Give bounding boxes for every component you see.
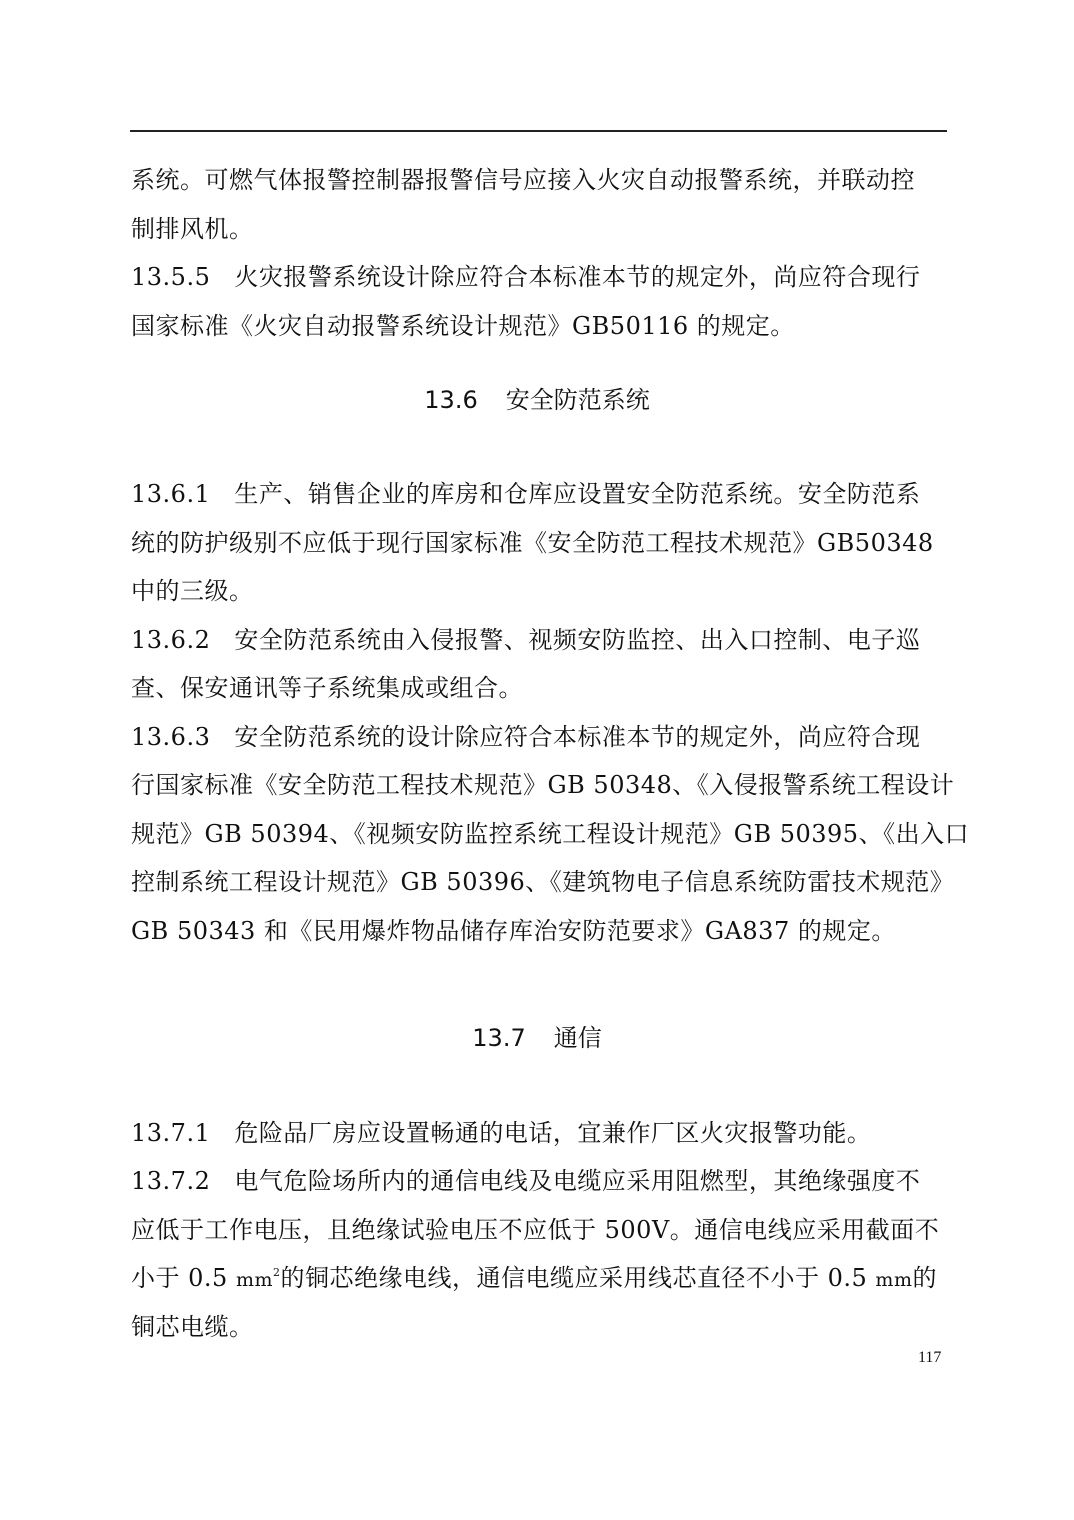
text-fragment: 的铜芯绝缘电线，通信电缆应采用线芯直径不小于 0.5 [280,1264,876,1292]
section-number: 13.7 [472,1024,526,1052]
text-fragment: 的 [912,1264,937,1292]
clause-text: 电气危险场所内的通信电线及电缆应采用阻燃型，其绝缘强度不 [234,1167,921,1195]
text-line: 国家标准《火灾自动报警系统设计规范》GB50116 的规定。 [131,312,795,340]
text-line: 查、保安通讯等子系统集成或组合。 [131,674,523,702]
section-title: 安全防范系统 [505,386,650,414]
text-line: GB 50343 和《民用爆炸物品储存库治安防范要求》GA837 的规定。 [131,917,896,945]
text-line: 规范》GB 50394、《视频安防监控系统工程设计规范》GB 50395、《出入口 [131,820,970,848]
unit-superscript: 2 [272,1266,281,1279]
clause-number: 13.7.2 [131,1167,211,1195]
clause-text: 危险品厂房应设置畅通的电话，宜兼作厂区火灾报警功能。 [234,1119,872,1147]
page-number: 117 [918,1349,942,1366]
text-line: 应低于工作电压，且绝缘试验电压不应低于 500V。通信电线应采用截面不 [131,1216,940,1244]
text-line: 中的三级。 [131,577,254,605]
header-rule [130,130,947,132]
text-line: 系统。可燃气体报警控制器报警信号应接入火灾自动报警系统，并联动控 [131,166,915,194]
text-line: 制排风机。 [131,215,254,243]
clause-13-6-3 [131,713,920,761]
clause-text: 火灾报警系统设计除应符合本标准本节的规定外，尚应符合现行 [234,263,921,291]
text-line: 控制系统工程设计规范》GB 50396、《建筑物电子信息系统防雷技术规范》 [131,868,955,896]
clause-13-7-1 [131,1109,871,1157]
text-fragment: 小于 0.5 [131,1264,236,1292]
text-line: 统的防护级别不应低于现行国家标准《安全防范工程技术规范》GB50348 [131,529,934,557]
clause-text: 安全防范系统由入侵报警、视频安防监控、出入口控制、电子巡 [234,626,921,654]
clause-text: 安全防范系统的设计除应符合本标准本节的规定外，尚应符合现 [234,723,921,751]
section-number: 13.6 [424,386,478,414]
clause-number: 13.6.3 [131,723,211,751]
clause-13-7-2 [131,1157,920,1205]
clause-number: 13.6.2 [131,626,211,654]
clause-13-6-2 [131,616,920,664]
clause-number: 13.7.1 [131,1119,211,1147]
text-line: 行国家标准《安全防范工程技术规范》GB 50348、《入侵报警系统工程设计 [131,771,955,799]
clause-number: 13.5.5 [131,263,211,291]
clause-13-5-5 [131,253,920,301]
clause-text: 生产、销售企业的库房和仓库应设置安全防范系统。安全防范系 [234,480,921,508]
section-heading-13-7 [0,1014,1074,1062]
section-heading-13-6 [0,376,1074,424]
clause-13-6-1 [131,470,920,518]
section-title: 通信 [553,1024,602,1052]
text-line: 铜芯电缆。 [131,1313,254,1341]
clause-number: 13.6.1 [131,480,211,508]
unit-mm: mm [875,1269,913,1291]
unit-mm: mm [235,1269,273,1291]
text-line [131,1254,937,1302]
